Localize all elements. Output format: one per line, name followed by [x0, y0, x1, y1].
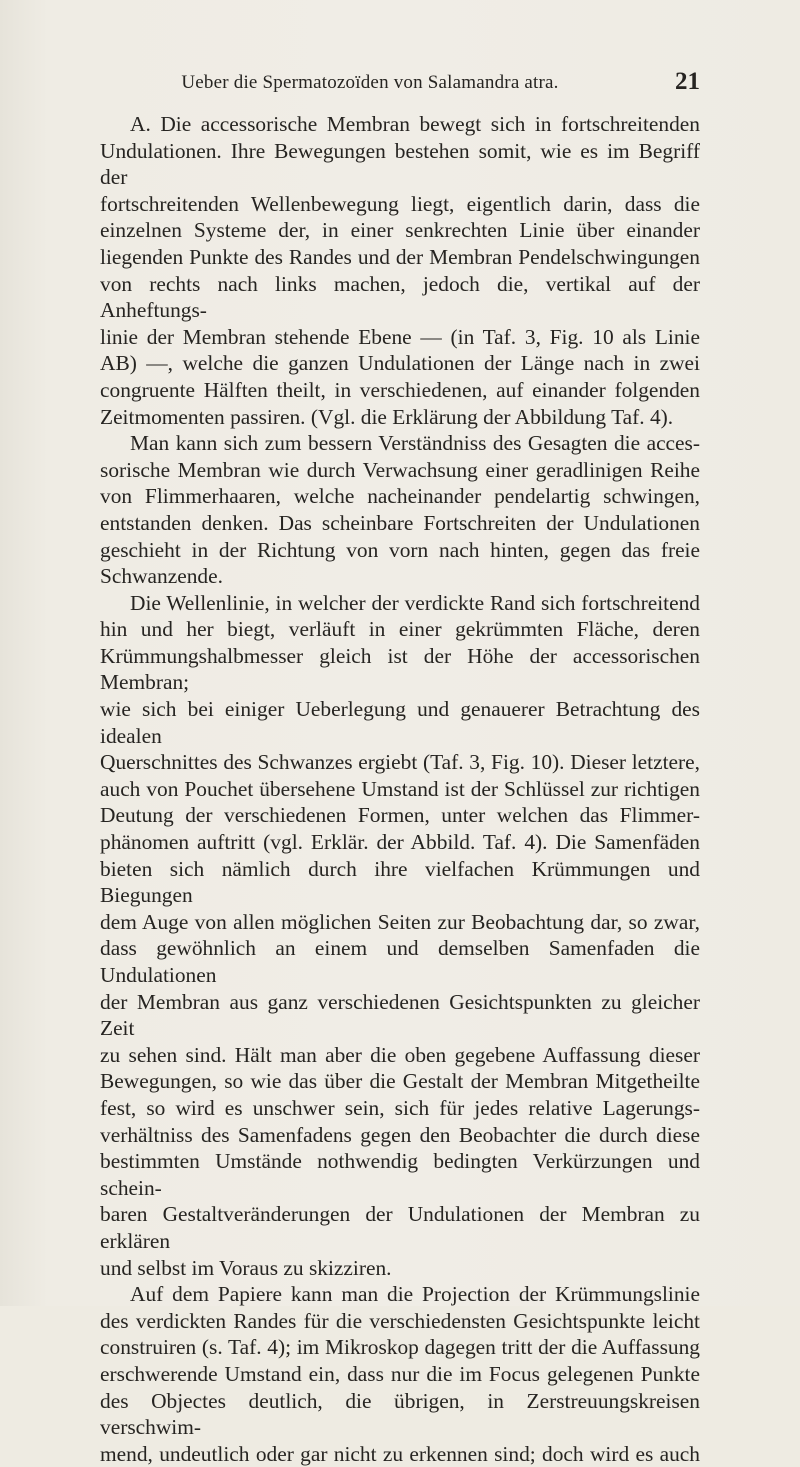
page-header [100, 68, 700, 102]
text-line: von Flimmerhaaren, welche nacheinander pendelartig schwingen, [100, 484, 700, 509]
text-line: fortschreitenden Wellenbewegung liegt, eigentlich darin, dass die [100, 191, 700, 216]
text-line: Die Wellenlinie, in welcher der verdickte Rand sich fortschreitend [130, 590, 700, 615]
text-line: Auf dem Papiere kann man die Projection der Krümmungslinie [130, 1282, 700, 1307]
text-line: bestimmten Umstände nothwendig bedingten Verkürzungen und schein- [100, 1149, 700, 1200]
text-line: Undulationen. Ihre Bewegungen bestehen somit, wie es im Begriff der [100, 138, 700, 190]
body-text [100, 111, 700, 1467]
text-line: AB) —, welche die ganzen Undulationen der Länge nach in zwei [100, 351, 700, 376]
running-head: Ueber die Spermatozoïden von Salamandra atra. [181, 72, 559, 93]
text-line: zu sehen sind. Hält man aber die oben gegebene Auffassung dieser [100, 1042, 700, 1067]
text-line: entstanden denken. Das scheinbare Fortschreiten der Undulationen [100, 510, 700, 535]
text-line: geschieht in der Richtung von vorn nach hinten, gegen das freie [100, 537, 700, 562]
paragraph-projection [100, 1281, 700, 1467]
text-line: Man kann sich zum bessern Verständniss des Gesagten die acces- [130, 431, 700, 456]
text-line: Krümmungshalbmesser gleich ist der Höhe der accessorischen Membran; [100, 643, 700, 695]
text-line: erschwerende Umstand ein, dass nur die im Focus gelegenen Punkte [100, 1361, 700, 1386]
text-line: bieten sich nämlich durch ihre vielfachen Krümmungen und Biegungen [100, 856, 700, 908]
paragraph-membrane [100, 430, 700, 590]
paragraph-wave-line [100, 590, 700, 1281]
text-line: Zeitmomenten passiren. (Vgl. die Erklärung der Abbildung Taf. 4). [100, 404, 674, 429]
text-line: fest, so wird es unschwer sein, sich für jedes relative Lagerungs- [100, 1095, 700, 1120]
text-line: sorische Membran wie durch Verwachsung einer geradlinigen Reihe [100, 457, 700, 482]
text-line: phänomen auftritt (vgl. Erklär. der Abbild. Taf. 4). Die Samenfäden [100, 830, 700, 855]
text-line: Schwanzende. [100, 564, 223, 589]
text-line: wie sich bei einiger Ueberlegung und genauerer Betrachtung des idealen [100, 697, 700, 748]
text-line: Deutung der verschiedenen Formen, unter welchen das Flimmer- [100, 803, 700, 828]
text-line: verhältniss des Samenfadens gegen den Beobachter die durch diese [100, 1122, 700, 1147]
paragraph-undulations [100, 111, 700, 430]
text-line: des verdickten Randes für die verschiedensten Gesichtspunkte leicht [100, 1308, 700, 1333]
text-line: Bewegungen, so wie das über die Gestalt der Membran Mitgetheilte [100, 1069, 700, 1094]
text-line: auch von Pouchet übersehene Umstand ist der Schlüssel zur richtigen [100, 776, 700, 801]
text-line: linie der Membran stehende Ebene — (in Taf. 3, Fig. 10 als Linie [100, 324, 700, 349]
text-line: dass gewöhnlich an einem und demselben Samenfaden die Undulationen [100, 936, 700, 987]
text-line: von rechts nach links machen, jedoch die, vertikal auf der Anheftungs- [100, 271, 700, 323]
text-line: liegenden Punkte des Randes und der Membran Pendelschwingungen [100, 244, 700, 269]
text-line: hin und her biegt, verläuft in einer gekrümmten Fläche, deren [100, 617, 700, 642]
text-line: und selbst im Voraus zu skizziren. [100, 1255, 392, 1280]
text-line: mend, undeutlich oder gar nicht zu erkennen sind; doch wird es auch [100, 1441, 700, 1466]
text-line: baren Gestaltveränderungen der Undulationen der Membran zu erklären [100, 1202, 700, 1253]
text-line: construiren (s. Taf. 4); im Mikroskop dagegen tritt der die Auffassung [100, 1335, 700, 1360]
page-number: 21 [675, 68, 700, 95]
text-line: Querschnittes des Schwanzes ergiebt (Taf. 3, Fig. 10). Dieser letztere, [100, 750, 700, 775]
text-line: der Membran aus ganz verschiedenen Gesichtspunkten zu gleicher Zeit [100, 989, 700, 1041]
text-line: dem Auge von allen möglichen Seiten zur Beobachtung dar, so zwar, [100, 909, 700, 934]
text-line: A. Die accessorische Membran bewegt sich in fortschreitenden [130, 112, 700, 136]
text-line: einzelnen Systeme der, in einer senkrechten Linie über einander [100, 218, 700, 243]
text-line: des Objectes deutlich, die übrigen, in Zerstreuungskreisen verschwim- [100, 1388, 700, 1440]
text-line: congruente Hälften theilt, in verschiedenen, auf einander folgenden [100, 377, 700, 402]
